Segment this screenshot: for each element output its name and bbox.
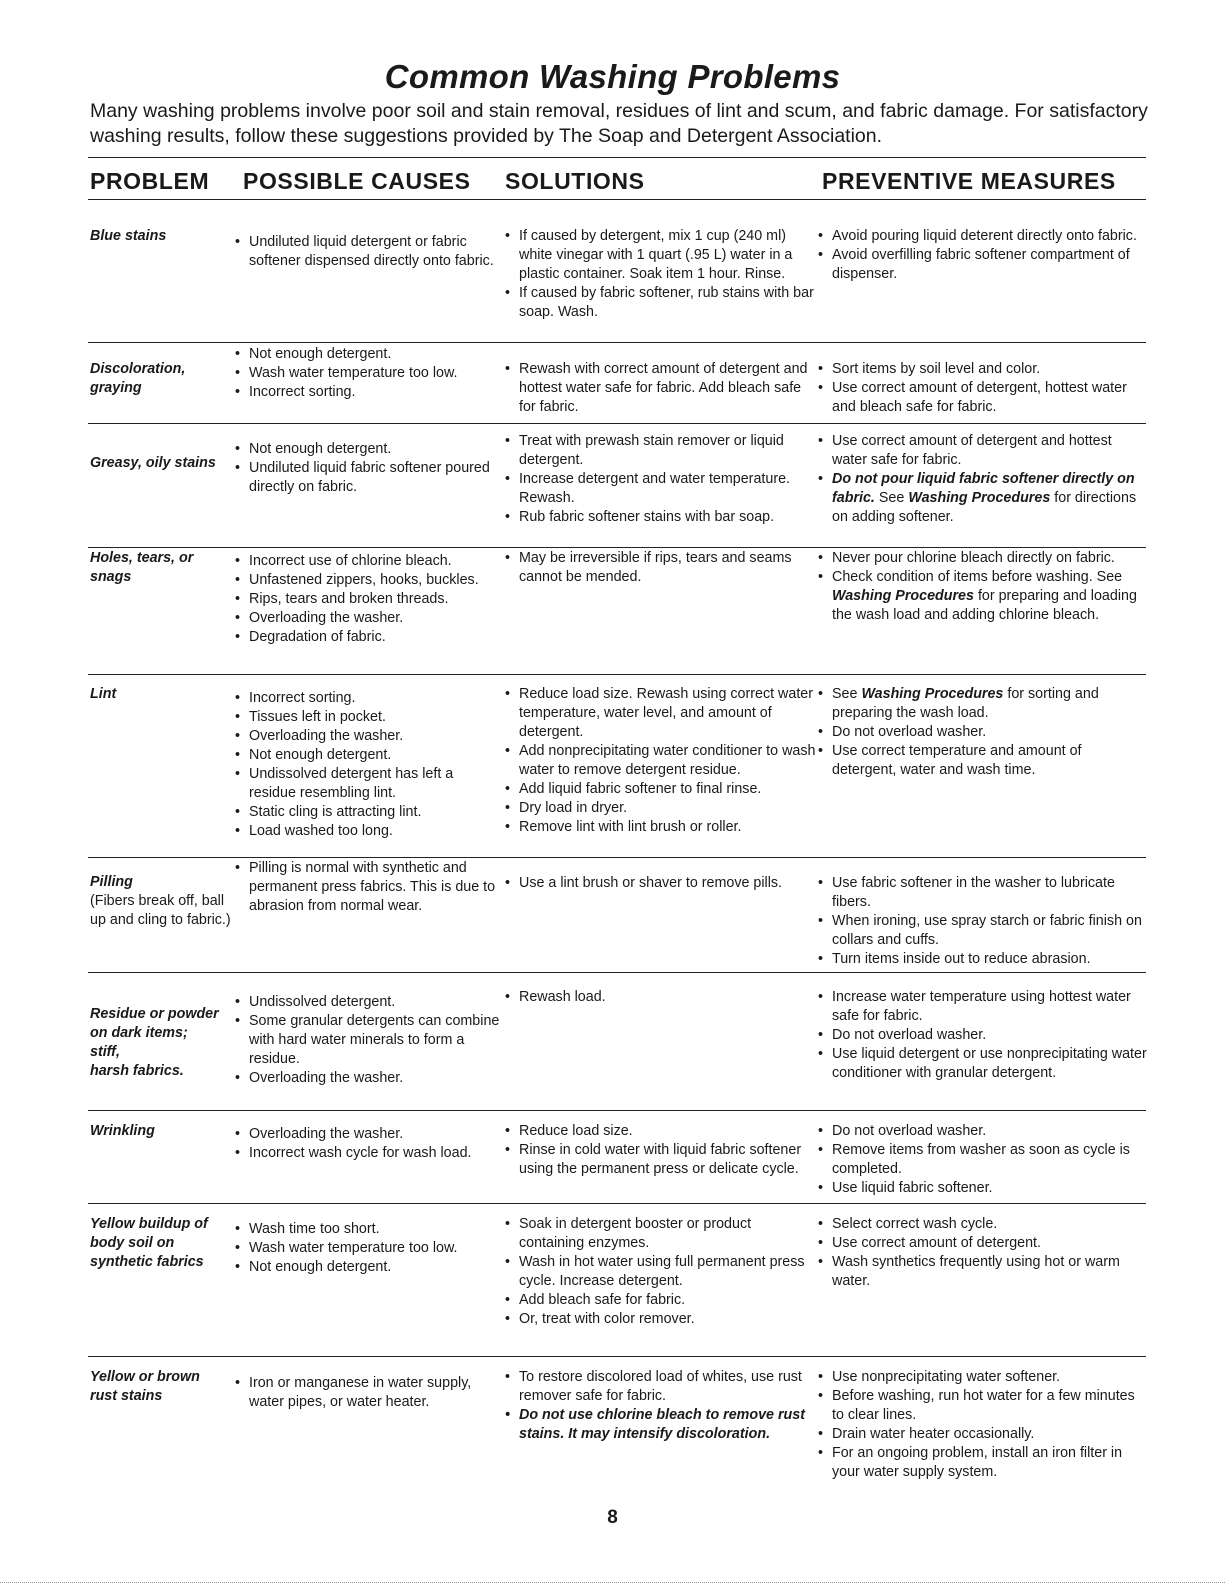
- preventive-cell: [818, 988, 1148, 1083]
- list-item: • Incorrect use of chlorine bleach.: [235, 552, 500, 571]
- causes-cell: [235, 345, 500, 402]
- problem-cell: [90, 360, 240, 398]
- problem-name: Yellow buildup of: [90, 1216, 208, 1232]
- reference-rest: for preparing and loading the wash load and adding chlorine bleach.: [832, 588, 1137, 623]
- row-divider: [88, 342, 1146, 343]
- problem-name: Wrinkling: [90, 1123, 155, 1139]
- list-item: • Add bleach safe for fabric.: [505, 1291, 820, 1310]
- problem-name: snags: [90, 569, 132, 585]
- header-bottom-rule: [88, 199, 1146, 200]
- list-item: • Wash water temperature too low.: [235, 364, 500, 383]
- solutions-cell: [505, 432, 820, 527]
- list-item: • Rips, tears and broken threads.: [235, 590, 500, 609]
- list-item: • May be irreversible if rips, tears and seams cannot be mended.: [505, 549, 820, 587]
- reference-rest: for sorting and preparing the wash load.: [832, 686, 1099, 721]
- causes-cell: [235, 1374, 500, 1412]
- list-item: • Treat with prewash stain remover or liquid detergent.: [505, 432, 820, 470]
- solutions-cell: [505, 874, 820, 893]
- list-item: • Remove items from washer as soon as cycle is completed.: [818, 1141, 1148, 1179]
- list-item: • Use correct amount of detergent.: [818, 1234, 1148, 1253]
- list-item: • Reduce load size. Rewash using correct water temperature, water level, and amount of detergent.: [505, 685, 820, 742]
- solutions-cell: [505, 360, 820, 417]
- list-item: • Add liquid fabric softener to final rinse.: [505, 780, 820, 799]
- causes-cell: [235, 689, 500, 841]
- list-item: • Load washed too long.: [235, 822, 500, 841]
- list-item: • Degradation of fabric.: [235, 628, 500, 647]
- list-item: • Wash time too short.: [235, 1220, 500, 1239]
- intro-paragraph: Many washing problems involve poor soil and stain removal, residues of lint and scum, and fabric damage. For satisfactory washing results, follow these suggestions provided by The Soap and Detergent Association.: [90, 100, 1148, 147]
- check-text: Check condition of items before washing.: [832, 569, 1093, 585]
- list-item: [818, 568, 1148, 625]
- problem-name: Yellow or brown: [90, 1369, 200, 1385]
- problem-name: rust stains: [90, 1388, 163, 1404]
- list-item: • Before washing, run hot water for a few minutes to clear lines.: [818, 1387, 1148, 1425]
- list-item: • For an ongoing problem, install an iron filter in your water supply system.: [818, 1444, 1148, 1482]
- preventive-cell: [818, 874, 1148, 969]
- list-item: • Use a lint brush or shaver to remove pills.: [505, 874, 820, 893]
- problem-cell: [90, 1368, 240, 1406]
- solutions-cell: [505, 1368, 820, 1444]
- problem-name: synthetic fabrics: [90, 1254, 204, 1270]
- list-item: • Or, treat with color remover.: [505, 1310, 820, 1329]
- header-top-rule: [88, 157, 1146, 158]
- list-item: • Use correct temperature and amount of detergent, water and wash time.: [818, 742, 1148, 780]
- washing-procedures-reference: Washing Procedures: [832, 588, 974, 604]
- list-item: • Tissues left in pocket.: [235, 708, 500, 727]
- preventive-cell: [818, 1215, 1148, 1291]
- solutions-cell: [505, 549, 820, 587]
- list-item: • Undissolved detergent.: [235, 993, 500, 1012]
- list-item: • Overloading the washer.: [235, 1069, 500, 1088]
- problem-name: Residue or powder: [90, 1006, 219, 1022]
- preventive-cell: [818, 685, 1148, 780]
- problem-cell: [90, 454, 240, 473]
- solutions-cell: [505, 227, 820, 322]
- list-item: • Some granular detergents can combine with hard water minerals to form a residue.: [235, 1012, 500, 1069]
- causes-cell: [235, 859, 500, 916]
- problem-cell: [90, 549, 240, 587]
- list-item: • Wash synthetics frequently using hot or warm water.: [818, 1253, 1148, 1291]
- header-problem: PROBLEM: [90, 168, 210, 194]
- list-item: • Soak in detergent booster or product containing enzymes.: [505, 1215, 820, 1253]
- list-item: • Do not overload washer.: [818, 1026, 1148, 1045]
- list-item: • To restore discolored load of whites, use rust remover safe for fabric.: [505, 1368, 820, 1406]
- row-divider: [88, 972, 1146, 973]
- list-item: • Avoid overfilling fabric softener compartment of dispenser.: [818, 246, 1148, 284]
- list-item: • Use fabric softener in the washer to lubricate fibers.: [818, 874, 1148, 912]
- list-item: • Incorrect sorting.: [235, 383, 500, 402]
- preventive-cell: [818, 227, 1148, 284]
- problem-cell: [90, 1215, 240, 1272]
- list-item: • Iron or manganese in water supply, water pipes, or water heater.: [235, 1374, 500, 1412]
- list-item: • Use correct amount of detergent, hottest water and bleach safe for fabric.: [818, 379, 1148, 417]
- solutions-cell: [505, 988, 820, 1007]
- list-item: [818, 685, 1148, 723]
- list-item: • Drain water heater occasionally.: [818, 1425, 1148, 1444]
- problem-name: Blue stains: [90, 228, 167, 244]
- list-item: • Rub fabric softener stains with bar soap.: [505, 508, 820, 527]
- problem-name: body soil on: [90, 1235, 175, 1251]
- problem-note: (Fibers break off, ball up and cling to fabric.): [90, 893, 231, 928]
- washing-procedures-reference: Washing Procedures: [908, 490, 1051, 506]
- row-divider: [88, 1356, 1146, 1357]
- row-divider: [88, 1110, 1146, 1111]
- list-item: • Static cling is attracting lint.: [235, 803, 500, 822]
- row-divider: [88, 857, 1146, 858]
- problem-name: Discoloration,: [90, 361, 186, 377]
- list-item: • Use correct amount of detergent and hottest water safe for fabric.: [818, 432, 1148, 470]
- list-item: • Increase detergent and water temperature. Rewash.: [505, 470, 820, 508]
- problem-name: Holes, tears, or: [90, 550, 194, 566]
- row-divider: [88, 423, 1146, 424]
- list-item: • Rewash with correct amount of detergent and hottest water safe for fabric. Add bleach safe for fabric.: [505, 360, 820, 417]
- problem-name: graying: [90, 380, 142, 396]
- list-item: • Remove lint with lint brush or roller.: [505, 818, 820, 837]
- list-item: • Not enough detergent.: [235, 440, 500, 459]
- see-text: See: [832, 686, 858, 702]
- list-item: • Use liquid fabric softener.: [818, 1179, 1148, 1198]
- list-item: • Turn items inside out to reduce abrasion.: [818, 950, 1148, 969]
- list-item: • Rinse in cold water with liquid fabric softener using the permanent press or delicate cycle.: [505, 1141, 820, 1179]
- preventive-cell: [818, 549, 1148, 625]
- list-item: • Wash water temperature too low.: [235, 1239, 500, 1258]
- list-item: [818, 470, 1148, 527]
- list-item: • Avoid pouring liquid deterent directly onto fabric.: [818, 227, 1148, 246]
- list-item: • Add nonprecipitating water conditioner to wash water to remove detergent residue.: [505, 742, 820, 780]
- list-item: • If caused by detergent, mix 1 cup (240 ml) white vinegar with 1 quart (.95 L) water in a plastic container. Soak item 1 hour. Rinse.: [505, 227, 820, 284]
- problem-cell: [90, 685, 240, 704]
- list-item: • Undiluted liquid detergent or fabric softener dispensed directly onto fabric.: [235, 233, 500, 271]
- list-item: • Not enough detergent.: [235, 345, 500, 364]
- list-item: • Unfastened zippers, hooks, buckles.: [235, 571, 500, 590]
- list-item: • Incorrect sorting.: [235, 689, 500, 708]
- preventive-cell: [818, 1368, 1148, 1482]
- list-item: • Not enough detergent.: [235, 1258, 500, 1277]
- page-title: Common Washing Problems: [384, 58, 841, 95]
- list-item: • Sort items by soil level and color.: [818, 360, 1148, 379]
- solutions-cell: [505, 1122, 820, 1179]
- problem-name: stiff,: [90, 1044, 120, 1060]
- header-possible-causes: POSSIBLE CAUSES: [243, 168, 471, 194]
- causes-cell: [235, 552, 500, 647]
- problem-cell: [90, 873, 240, 930]
- list-item: • Not enough detergent.: [235, 746, 500, 765]
- problem-cell: [90, 1122, 240, 1141]
- list-item: • If caused by fabric softener, rub stains with bar soap. Wash.: [505, 284, 820, 322]
- list-item: • Rewash load.: [505, 988, 820, 1007]
- list-item: • Incorrect wash cycle for wash load.: [235, 1144, 500, 1163]
- list-item: • Undiluted liquid fabric softener poured directly on fabric.: [235, 459, 500, 497]
- problem-name: harsh fabrics.: [90, 1063, 184, 1079]
- see-text: See: [878, 490, 905, 506]
- causes-cell: [235, 1220, 500, 1277]
- page-number: 8: [607, 1507, 618, 1528]
- list-item: • Select correct wash cycle.: [818, 1215, 1148, 1234]
- list-item: • Use liquid detergent or use nonprecipitating water conditioner with granular detergent.: [818, 1045, 1148, 1083]
- list-item: • Do not overload washer.: [818, 723, 1148, 742]
- list-item: • Never pour chlorine bleach directly on fabric.: [818, 549, 1148, 568]
- reference-rest: for directions on adding softener.: [832, 490, 1137, 525]
- preventive-cell: [818, 1122, 1148, 1198]
- row-divider: [88, 674, 1146, 675]
- see-text: See: [1096, 569, 1123, 585]
- solutions-cell: [505, 1215, 820, 1329]
- list-item: • Overloading the washer.: [235, 609, 500, 628]
- bottom-edge-line: [0, 1582, 1225, 1583]
- solutions-cell: [505, 685, 820, 837]
- list-item: • Overloading the washer.: [235, 727, 500, 746]
- problem-cell: [90, 1005, 240, 1081]
- header-solutions: SOLUTIONS: [505, 168, 645, 194]
- problem-name: Pilling: [90, 874, 133, 890]
- list-item: • Wash in hot water using full permanent press cycle. Increase detergent.: [505, 1253, 820, 1291]
- problem-name: on dark items;: [90, 1025, 188, 1041]
- list-item: • Dry load in dryer.: [505, 799, 820, 818]
- row-divider: [88, 1203, 1146, 1204]
- problem-cell: [90, 227, 240, 246]
- preventive-cell: [818, 360, 1148, 417]
- list-item: • Use nonprecipitating water softener.: [818, 1368, 1148, 1387]
- causes-cell: [235, 440, 500, 497]
- causes-cell: [235, 233, 500, 271]
- header-preventive-measures: PREVENTIVE MEASURES: [822, 168, 1116, 194]
- warning-text: Do not pour liquid fabric softener directly on fabric.: [832, 471, 1135, 506]
- list-item: • Do not overload washer.: [818, 1122, 1148, 1141]
- preventive-cell: [818, 432, 1148, 527]
- warning-text: • Do not use chlorine bleach to remove rust stains. It may intensify discoloration.: [505, 1406, 820, 1444]
- causes-cell: [235, 993, 500, 1088]
- list-item: • Pilling is normal with synthetic and permanent press fabrics. This is due to abrasion from normal wear.: [235, 859, 500, 916]
- list-item: • Undissolved detergent has left a residue resembling lint.: [235, 765, 500, 803]
- problem-name: Lint: [90, 686, 117, 702]
- row-divider: [88, 547, 1146, 548]
- list-item: • Increase water temperature using hottest water safe for fabric.: [818, 988, 1148, 1026]
- problem-name: Greasy, oily stains: [90, 455, 216, 471]
- list-item: • When ironing, use spray starch or fabric finish on collars and cuffs.: [818, 912, 1148, 950]
- list-item: • Overloading the washer.: [235, 1125, 500, 1144]
- causes-cell: [235, 1125, 500, 1163]
- washing-procedures-reference: Washing Procedures: [861, 686, 1004, 702]
- list-item: • Reduce load size.: [505, 1122, 820, 1141]
